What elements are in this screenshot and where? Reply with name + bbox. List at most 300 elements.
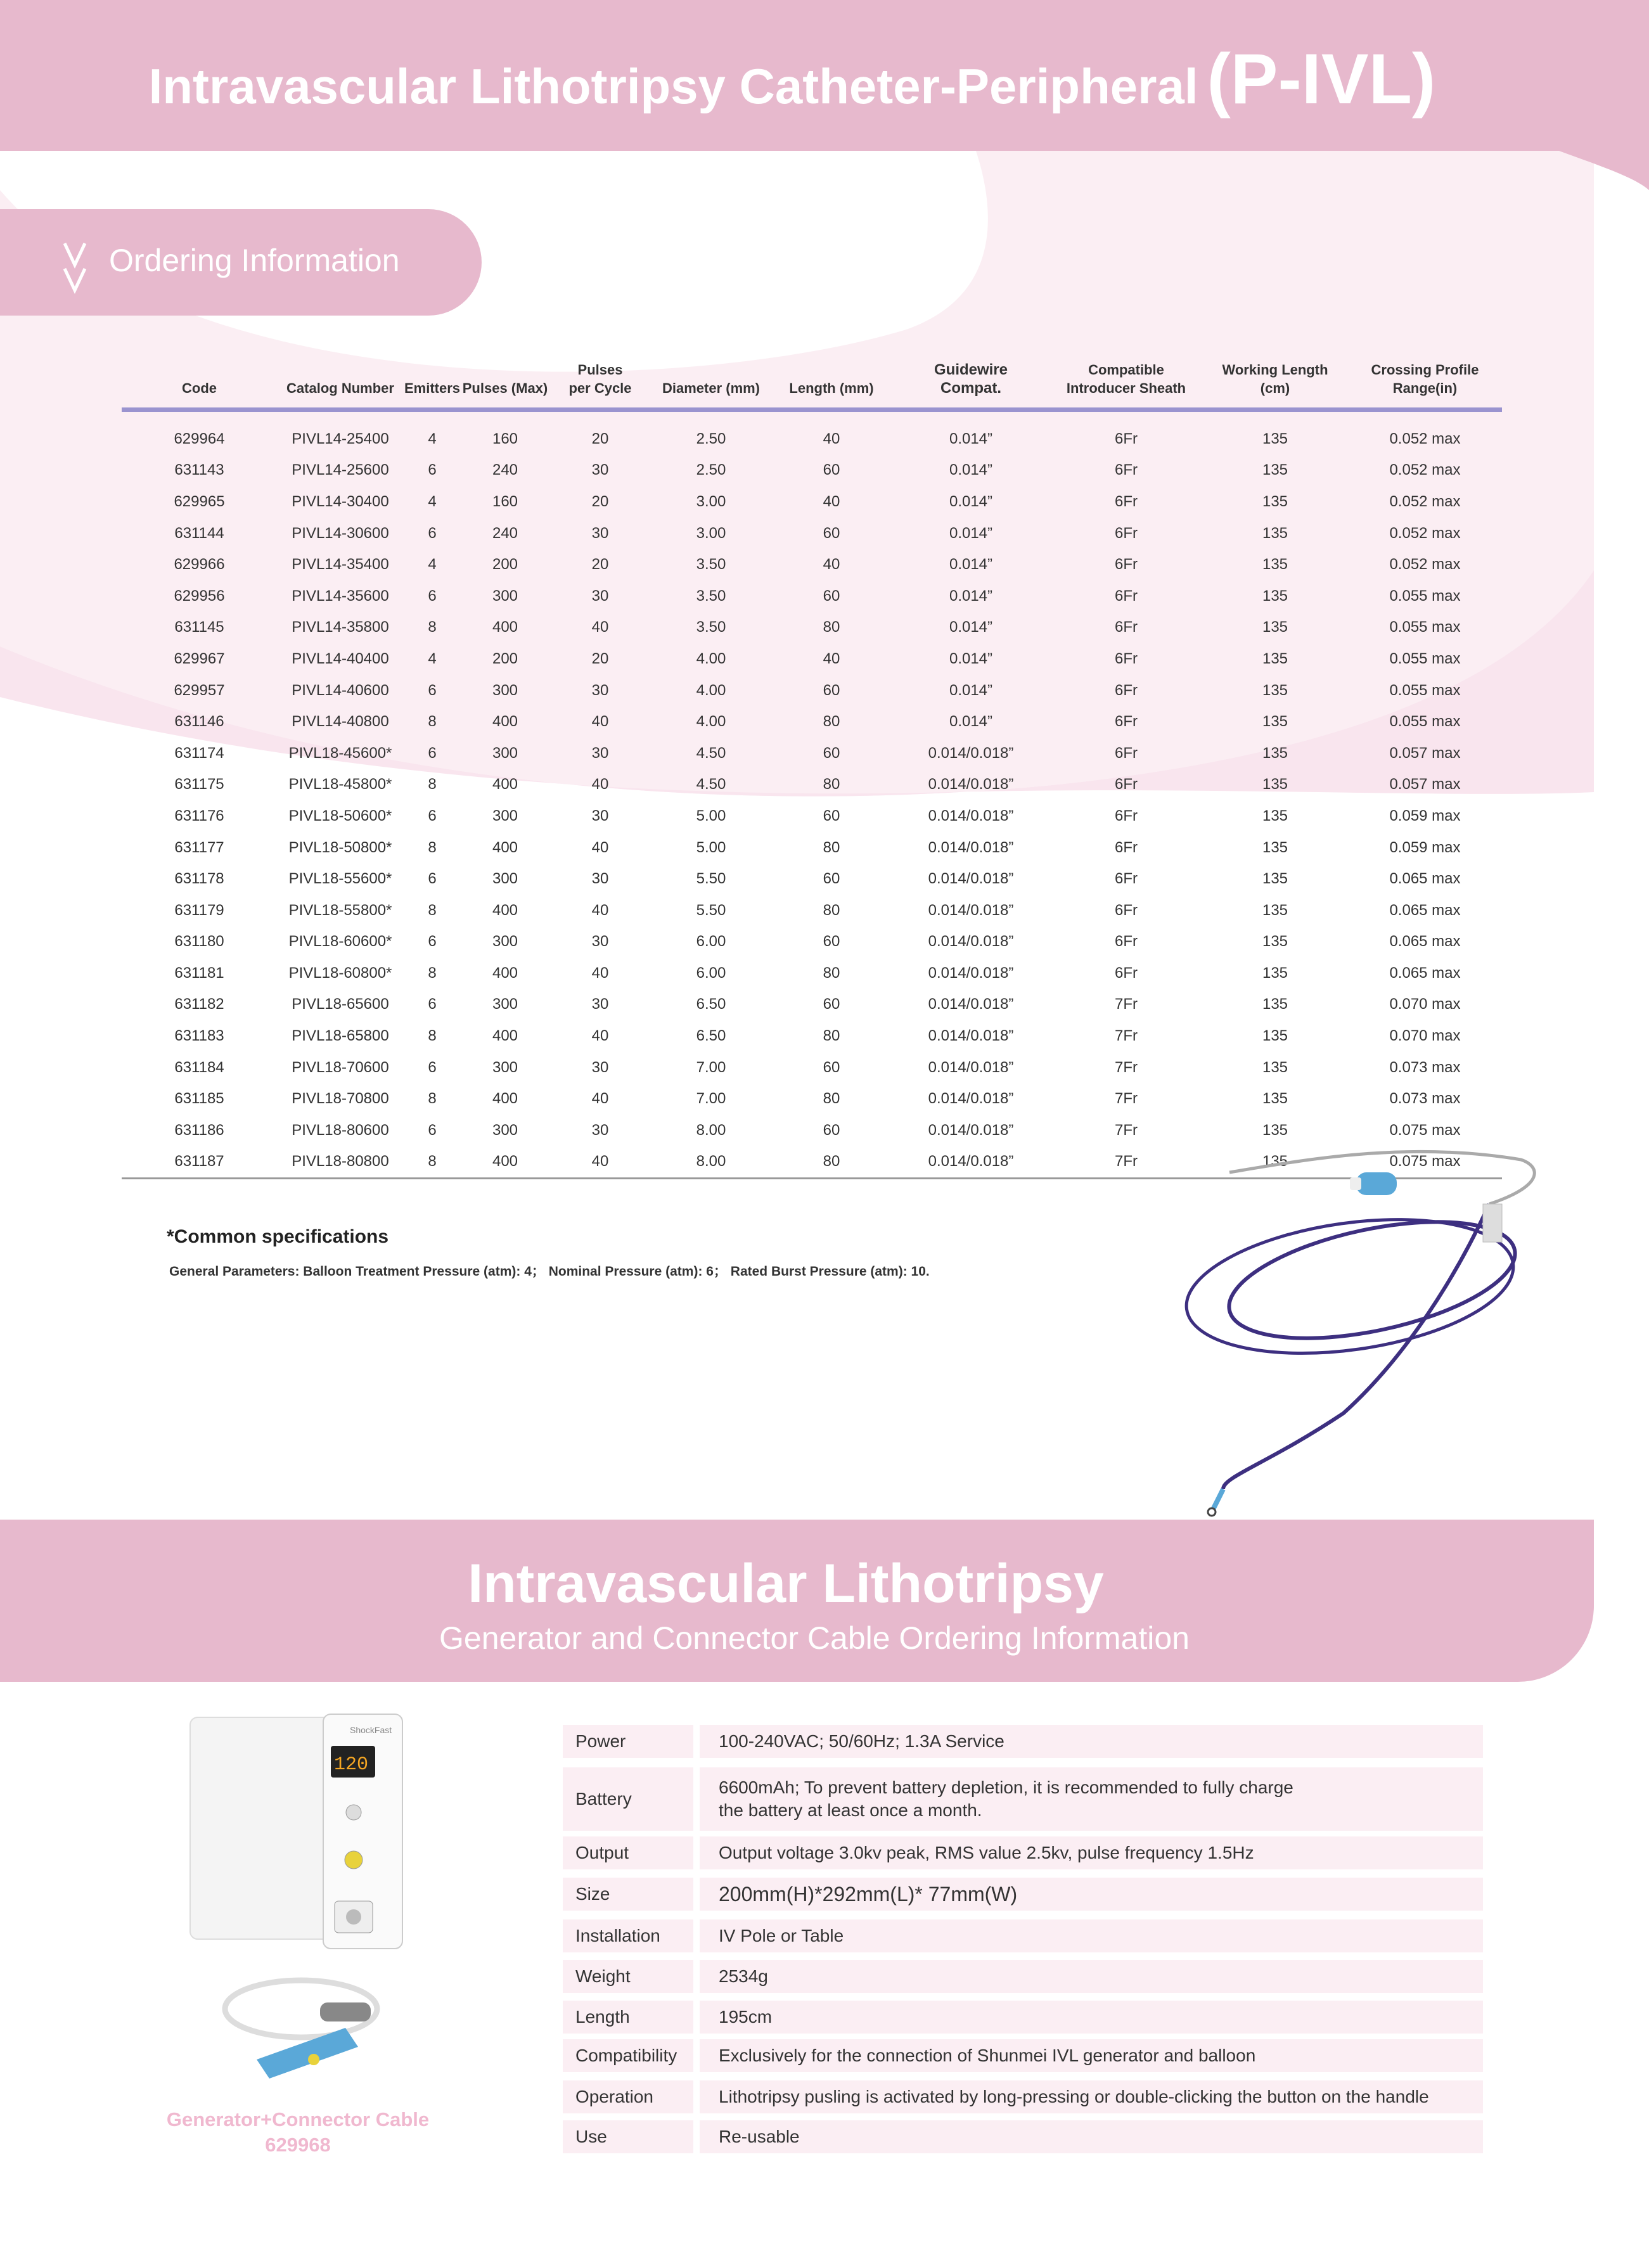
spec-value: Exclusively for the connection of Shunmei IVL generator and balloon bbox=[719, 2046, 1256, 2065]
table-row bbox=[122, 1083, 1502, 1115]
table-cell: 135 bbox=[1262, 744, 1288, 762]
table-cell: 30 bbox=[591, 1121, 609, 1139]
spec-value: 6600mAh; To prevent battery depletion, it is recommended to fully charge the battery at least once a month. bbox=[719, 1778, 1293, 1820]
table-cell: 40 bbox=[591, 1090, 609, 1108]
table-cell: 629964 bbox=[174, 430, 225, 447]
table-cell: 135 bbox=[1262, 556, 1288, 573]
table-cell: 631181 bbox=[174, 964, 224, 982]
spec-label: Operation bbox=[575, 2087, 653, 2106]
table-cell: 6Fr bbox=[1115, 807, 1138, 824]
table-cell: 80 bbox=[823, 1090, 840, 1108]
spec-label-cell bbox=[563, 1767, 693, 1831]
table-row bbox=[122, 769, 1502, 801]
table-cell: 40 bbox=[591, 618, 609, 636]
table-cell: 0.014/0.018” bbox=[928, 996, 1014, 1013]
table-cell: 8 bbox=[428, 901, 437, 919]
table-header-cell: Compatible Introducer Sheath bbox=[1066, 362, 1186, 396]
table-cell: 0.014” bbox=[949, 524, 993, 542]
table-cell: PIVL18-50600* bbox=[288, 807, 392, 824]
table-cell: 4.50 bbox=[696, 776, 726, 793]
table-cell: 400 bbox=[492, 776, 518, 793]
table-cell: 6Fr bbox=[1115, 838, 1138, 856]
table-cell: 7Fr bbox=[1115, 1058, 1138, 1076]
table-cell: 7.00 bbox=[696, 1058, 726, 1076]
table-cell: 135 bbox=[1262, 838, 1288, 856]
table-cell: 300 bbox=[492, 807, 518, 824]
table-cell: PIVL18-80600 bbox=[292, 1121, 389, 1139]
catheter-ordering-table bbox=[122, 345, 1502, 1179]
table-cell: 0.014” bbox=[949, 618, 993, 636]
spec-value-cell bbox=[700, 1878, 1483, 1911]
table-row bbox=[122, 895, 1502, 926]
catheter-image bbox=[1077, 1147, 1597, 1521]
table-cell: 200 bbox=[492, 556, 518, 573]
table-cell: 8 bbox=[428, 713, 437, 731]
table-cell: 80 bbox=[823, 838, 840, 856]
table-cell: 6Fr bbox=[1115, 430, 1138, 447]
table-cell: 631144 bbox=[174, 524, 224, 542]
table-cell: 30 bbox=[591, 1058, 609, 1076]
table-cell: 3.50 bbox=[696, 587, 726, 605]
table-cell: 0.065 max bbox=[1389, 933, 1461, 951]
table-cell: 3.50 bbox=[696, 618, 726, 636]
table-cell: 6 bbox=[428, 461, 437, 479]
table-cell: 629966 bbox=[174, 556, 225, 573]
table-cell: 7Fr bbox=[1115, 1121, 1138, 1139]
table-cell: 631187 bbox=[122, 1146, 277, 1179]
table-cell: 0.055 max bbox=[1389, 681, 1461, 699]
table-cell: PIVL18-45800* bbox=[288, 776, 392, 793]
table-cell: 4.00 bbox=[696, 713, 726, 731]
table-cell: 135 bbox=[1262, 1090, 1288, 1108]
table-cell: 135 bbox=[1262, 933, 1288, 951]
table-cell: 60 bbox=[823, 461, 840, 479]
table-header-cell: Pulses per Cycle bbox=[568, 362, 632, 396]
table-cell: 0.014” bbox=[949, 492, 993, 510]
table-cell: 6 bbox=[428, 524, 437, 542]
spec-row-battery bbox=[563, 1767, 1483, 1831]
table-cell: 5.00 bbox=[696, 838, 726, 856]
table-cell: 6 bbox=[428, 996, 437, 1013]
table-cell: 0.070 max bbox=[1389, 1027, 1461, 1045]
table-cell: 135 bbox=[1262, 996, 1288, 1013]
table-cell: 0.057 max bbox=[1389, 744, 1461, 762]
table-cell: 0.073 max bbox=[1389, 1058, 1461, 1076]
table-cell: 40 bbox=[823, 430, 840, 447]
table-cell: 300 bbox=[492, 996, 518, 1013]
table-row bbox=[122, 958, 1502, 989]
table-cell: 5.50 bbox=[696, 901, 726, 919]
table-cell: 60 bbox=[823, 681, 840, 699]
spec-row-installation bbox=[563, 1919, 1483, 1952]
table-cell: 60 bbox=[823, 996, 840, 1013]
table-cell: 400 bbox=[492, 618, 518, 636]
table-cell: 135 bbox=[1262, 650, 1288, 667]
table-cell: PIVL18-60600* bbox=[288, 933, 392, 951]
table-cell: 5.00 bbox=[696, 807, 726, 824]
table-cell: PIVL18-45600* bbox=[288, 744, 392, 762]
table-cell: 135 bbox=[1262, 901, 1288, 919]
table-cell: 20 bbox=[591, 650, 609, 667]
table-row bbox=[122, 926, 1502, 958]
table-cell: 240 bbox=[492, 461, 518, 479]
table-cell: 400 bbox=[492, 964, 518, 982]
table-cell: PIVL18-55600* bbox=[288, 870, 392, 888]
table-cell: 0.052 max bbox=[1389, 492, 1461, 510]
table-cell: 135 bbox=[1202, 1146, 1348, 1179]
table-cell: 629956 bbox=[174, 587, 225, 605]
table-cell: 60 bbox=[823, 1058, 840, 1076]
spec-label-cell bbox=[563, 1878, 693, 1911]
table-cell: 135 bbox=[1262, 713, 1288, 731]
table-cell: 0.014/0.018” bbox=[928, 1058, 1014, 1076]
table-cell: 6Fr bbox=[1115, 461, 1138, 479]
table-cell: 0.065 max bbox=[1389, 870, 1461, 888]
table-cell: 200 bbox=[492, 650, 518, 667]
table-cell: 0.014/0.018” bbox=[928, 1090, 1014, 1108]
table-header-cell: Pulses (Max) bbox=[462, 380, 548, 396]
spec-label-cell bbox=[563, 1960, 693, 1993]
table-cell: 160 bbox=[492, 492, 518, 510]
spec-value-cell bbox=[700, 1919, 1483, 1952]
table-row bbox=[122, 1020, 1502, 1052]
table-cell: 5.50 bbox=[696, 870, 726, 888]
table-cell: 631182 bbox=[174, 996, 224, 1013]
spec-label-cell bbox=[563, 2001, 693, 2034]
ordering-info-title: Ordering Information bbox=[109, 243, 400, 278]
table-cell: 2.50 bbox=[696, 430, 726, 447]
spec-value-cell bbox=[700, 2120, 1483, 2153]
table-cell: 30 bbox=[591, 870, 609, 888]
spec-value: Lithotripsy pusling is activated by long-pressing or double-clicking the button on the handle bbox=[719, 2087, 1429, 2106]
table-cell: 8 bbox=[404, 1146, 461, 1179]
table-cell: 0.055 max bbox=[1389, 650, 1461, 667]
table-cell: 6 bbox=[428, 933, 437, 951]
table-cell: 6Fr bbox=[1115, 650, 1138, 667]
table-cell: 60 bbox=[823, 524, 840, 542]
table-cell: 631179 bbox=[174, 901, 224, 919]
spec-row-length bbox=[563, 2001, 1483, 2034]
table-cell: 80 bbox=[823, 618, 840, 636]
table-cell: 6Fr bbox=[1115, 870, 1138, 888]
table-cell: 0.075 max bbox=[1348, 1146, 1502, 1179]
table-cell: 80 bbox=[823, 964, 840, 982]
table-cell: 0.055 max bbox=[1389, 587, 1461, 605]
table-header-cell: Emitters bbox=[404, 380, 461, 396]
table-cell: 40 bbox=[591, 838, 609, 856]
table-cell: 631174 bbox=[174, 744, 224, 762]
table-cell: 0.075 max bbox=[1389, 1121, 1461, 1139]
spec-label-cell bbox=[563, 1836, 693, 1869]
spec-label: Length bbox=[575, 2007, 630, 2027]
table-cell: 0.065 max bbox=[1389, 964, 1461, 982]
table-row bbox=[122, 738, 1502, 769]
table-row bbox=[122, 580, 1502, 612]
table-cell: 400 bbox=[492, 1027, 518, 1045]
spec-value-cell bbox=[700, 2001, 1483, 2034]
table-cell: PIVL14-30400 bbox=[292, 492, 389, 510]
table-cell: 8 bbox=[428, 776, 437, 793]
table-cell: 6.50 bbox=[696, 1027, 726, 1045]
common-specs-title: *Common specifications bbox=[167, 1226, 389, 1247]
table-cell: 60 bbox=[823, 744, 840, 762]
table-header-cell: Guidewire Compat. bbox=[934, 361, 1008, 397]
table-cell: 0.070 max bbox=[1389, 996, 1461, 1013]
page-title-main: Intravascular Lithotripsy Catheter-Peripheral bbox=[148, 58, 1198, 114]
spec-value: 2534g bbox=[719, 1966, 768, 1986]
table-cell: 7.00 bbox=[696, 1090, 726, 1108]
table-cell: 4 bbox=[428, 556, 437, 573]
page-title-tag: (P-IVL) bbox=[1207, 39, 1436, 119]
spec-label-cell bbox=[563, 1919, 693, 1952]
table-cell: 40 bbox=[823, 556, 840, 573]
table-cell: 631183 bbox=[174, 1027, 224, 1045]
table-cell: 135 bbox=[1262, 681, 1288, 699]
table-cell: 30 bbox=[591, 996, 609, 1013]
table-cell: 30 bbox=[591, 933, 609, 951]
table-cell: PIVL18-70800 bbox=[292, 1090, 389, 1108]
spec-value: 100-240VAC; 50/60Hz; 1.3A Service bbox=[719, 1731, 1004, 1751]
spec-label-cell bbox=[563, 2120, 693, 2153]
table-cell: 0.014” bbox=[949, 713, 993, 731]
table-cell: 40 bbox=[823, 492, 840, 510]
table-cell: 60 bbox=[823, 807, 840, 824]
generator-screen-value: 120 bbox=[334, 1754, 369, 1776]
spec-label: Output bbox=[575, 1843, 629, 1862]
table-cell: 631176 bbox=[174, 807, 224, 824]
table-cell: 8 bbox=[428, 1027, 437, 1045]
spec-label: Use bbox=[575, 2127, 607, 2146]
table-cell: 6 bbox=[428, 587, 437, 605]
table-cell: 300 bbox=[492, 933, 518, 951]
table-cell: 0.059 max bbox=[1389, 838, 1461, 856]
table-cell: 135 bbox=[1262, 1058, 1288, 1076]
table-cell: 40 bbox=[591, 776, 609, 793]
spec-value-cell bbox=[700, 2039, 1483, 2072]
table-cell: 6Fr bbox=[1115, 492, 1138, 510]
table-cell: 0.014/0.018” bbox=[928, 1027, 1014, 1045]
table-cell: 0.052 max bbox=[1389, 524, 1461, 542]
table-cell: PIVL18-65600 bbox=[292, 996, 389, 1013]
table-cell: PIVL14-40400 bbox=[292, 650, 389, 667]
table-row bbox=[122, 1052, 1502, 1084]
table-cell: 30 bbox=[591, 681, 609, 699]
spec-row-compatibility bbox=[563, 2039, 1483, 2072]
table-cell: 300 bbox=[492, 1058, 518, 1076]
table-cell: 80 bbox=[771, 1146, 892, 1179]
table-cell: 135 bbox=[1262, 587, 1288, 605]
table-cell: 6 bbox=[428, 744, 437, 762]
table-cell: 20 bbox=[591, 492, 609, 510]
table-cell: 8 bbox=[428, 964, 437, 982]
table-cell: 629957 bbox=[174, 681, 225, 699]
spec-row-use bbox=[563, 2120, 1483, 2153]
table-cell: PIVL14-35600 bbox=[292, 587, 389, 605]
spec-value-cell bbox=[700, 1725, 1483, 1758]
common-specs-text: General Parameters: Balloon Treatment Pressure (atm): 4； Nominal Pressure (atm): 6； Rated Burst Pressure (atm): 10. bbox=[169, 1264, 930, 1279]
table-cell: 7Fr bbox=[1050, 1146, 1202, 1179]
generator-brand-label: ShockFast bbox=[350, 1725, 392, 1735]
table-cell: 4 bbox=[428, 650, 437, 667]
table-cell: 8 bbox=[428, 618, 437, 636]
table-cell: 135 bbox=[1262, 524, 1288, 542]
table-cell: 631177 bbox=[174, 838, 224, 856]
table-cell: 0.059 max bbox=[1389, 807, 1461, 824]
table-cell: 400 bbox=[492, 713, 518, 731]
table-cell: 30 bbox=[591, 524, 609, 542]
table-cell: 631146 bbox=[174, 713, 224, 731]
table-cell: 80 bbox=[823, 713, 840, 731]
table-cell: 0.014” bbox=[949, 650, 993, 667]
spec-label: Battery bbox=[575, 1789, 632, 1809]
table-cell: 20 bbox=[591, 556, 609, 573]
spec-value-cell bbox=[700, 2080, 1483, 2113]
table-cell: 300 bbox=[492, 587, 518, 605]
table-header-cell: Working Length (cm) bbox=[1222, 362, 1328, 396]
table-header-cell: Catalog Number bbox=[286, 380, 394, 396]
table-cell: PIVL14-40600 bbox=[292, 681, 389, 699]
generator-caption-name: Generator+Connector Cable bbox=[166, 2108, 430, 2130]
table-cell: PIVL14-40800 bbox=[292, 713, 389, 731]
table-cell: 135 bbox=[1262, 807, 1288, 824]
table-row bbox=[122, 612, 1502, 644]
table-cell: 0.014” bbox=[949, 681, 993, 699]
table-cell: 0.014/0.018” bbox=[892, 1146, 1050, 1179]
table-row bbox=[122, 832, 1502, 864]
table-cell: 0.073 max bbox=[1389, 1090, 1461, 1108]
table-cell: 6Fr bbox=[1115, 618, 1138, 636]
table-row bbox=[122, 1115, 1502, 1146]
table-row bbox=[122, 706, 1502, 738]
table-cell: 6Fr bbox=[1115, 587, 1138, 605]
table-cell: 631180 bbox=[174, 933, 224, 951]
table-cell: PIVL14-30600 bbox=[292, 524, 389, 542]
table-cell: 631186 bbox=[174, 1121, 224, 1139]
table-cell: 400 bbox=[461, 1146, 549, 1179]
table-cell: 8.00 bbox=[651, 1146, 771, 1179]
spec-row-power bbox=[563, 1725, 1483, 1758]
table-cell: 629965 bbox=[174, 492, 225, 510]
table-cell: 6 bbox=[428, 681, 437, 699]
spec-value: Output voltage 3.0kv peak, RMS value 2.5kv, pulse frequency 1.5Hz bbox=[719, 1843, 1254, 1862]
table-cell: PIVL18-60800* bbox=[288, 964, 392, 982]
spec-label: Power bbox=[575, 1731, 626, 1751]
table-cell: 631175 bbox=[174, 776, 224, 793]
table-cell: 4.50 bbox=[696, 744, 726, 762]
generator-caption bbox=[127, 2107, 469, 2158]
table-cell: 6Fr bbox=[1115, 524, 1138, 542]
table-cell: PIVL18-65800 bbox=[292, 1027, 389, 1045]
table-cell: 0.014/0.018” bbox=[928, 744, 1014, 762]
table-cell: 631185 bbox=[174, 1090, 224, 1108]
table-cell: 20 bbox=[591, 430, 609, 447]
table-cell: 80 bbox=[823, 1027, 840, 1045]
table-row bbox=[122, 800, 1502, 832]
generator-title: Intravascular Lithotripsy bbox=[468, 1553, 1104, 1614]
table-cell: 30 bbox=[591, 744, 609, 762]
table-cell: 4 bbox=[428, 430, 437, 447]
table-cell: 135 bbox=[1262, 492, 1288, 510]
spec-row-size bbox=[563, 1878, 1483, 1911]
table-cell: 7Fr bbox=[1115, 996, 1138, 1013]
table-cell: 6 bbox=[428, 1058, 437, 1076]
table-cell: 0.052 max bbox=[1389, 556, 1461, 573]
table-cell: 0.055 max bbox=[1389, 618, 1461, 636]
table-cell: 30 bbox=[591, 807, 609, 824]
table-cell: 6Fr bbox=[1115, 933, 1138, 951]
table-row bbox=[122, 643, 1502, 675]
table-cell: 6.00 bbox=[696, 933, 726, 951]
table-cell: 40 bbox=[591, 1027, 609, 1045]
spec-label-cell bbox=[563, 2080, 693, 2113]
table-header-cell: Diameter (mm) bbox=[662, 380, 760, 396]
generator-caption-code: 629968 bbox=[265, 2134, 331, 2156]
table-cell: 3.50 bbox=[696, 556, 726, 573]
table-cell: 0.052 max bbox=[1389, 430, 1461, 447]
table-cell: 6 bbox=[428, 1121, 437, 1139]
table-cell: 135 bbox=[1262, 1121, 1288, 1139]
table-cell: 631143 bbox=[174, 461, 224, 479]
table-cell: 0.055 max bbox=[1389, 713, 1461, 731]
generator-subtitle: Generator and Connector Cable Ordering Information bbox=[439, 1620, 1190, 1656]
table-cell: 135 bbox=[1262, 430, 1288, 447]
table-cell: 400 bbox=[492, 838, 518, 856]
table-cell: 6Fr bbox=[1115, 964, 1138, 982]
spec-value: Re-usable bbox=[719, 2127, 800, 2146]
table-cell: 160 bbox=[492, 430, 518, 447]
table-cell: 135 bbox=[1262, 776, 1288, 793]
table-cell: 631184 bbox=[174, 1058, 224, 1076]
table-cell: 135 bbox=[1262, 461, 1288, 479]
table-cell: 629967 bbox=[174, 650, 225, 667]
table-cell: 300 bbox=[492, 744, 518, 762]
table-cell: 6 bbox=[428, 870, 437, 888]
table-row bbox=[122, 863, 1502, 895]
table-cell: 6Fr bbox=[1115, 681, 1138, 699]
spec-value-cell bbox=[700, 1960, 1483, 1993]
table-cell: 0.014/0.018” bbox=[928, 870, 1014, 888]
table-cell: 60 bbox=[823, 933, 840, 951]
connector-cable-image bbox=[219, 1964, 396, 2085]
table-cell: 0.014/0.018” bbox=[928, 776, 1014, 793]
header-corner-flare bbox=[1559, 139, 1649, 190]
table-cell: 6Fr bbox=[1115, 556, 1138, 573]
table-cell: 6Fr bbox=[1115, 744, 1138, 762]
spec-label: Weight bbox=[575, 1966, 631, 1986]
table-cell: 40 bbox=[591, 713, 609, 731]
table-cell: 30 bbox=[591, 461, 609, 479]
table-cell: 60 bbox=[823, 1121, 840, 1139]
table-cell: 0.014” bbox=[949, 587, 993, 605]
table-cell: 7Fr bbox=[1115, 1090, 1138, 1108]
spec-value: 200mm(H)*292mm(L)* 77mm(W) bbox=[719, 1883, 1018, 1906]
table-cell: 0.014/0.018” bbox=[928, 933, 1014, 951]
table-cell: 8 bbox=[428, 1090, 437, 1108]
table-cell: 0.014/0.018” bbox=[928, 838, 1014, 856]
double-chevron-down-icon bbox=[62, 240, 87, 297]
table-cell: 135 bbox=[1262, 618, 1288, 636]
table-header-cell: Code bbox=[182, 380, 217, 396]
spec-row-operation bbox=[563, 2080, 1483, 2113]
table-row bbox=[122, 455, 1502, 487]
table-cell: 40 bbox=[823, 650, 840, 667]
table-cell: 0.014/0.018” bbox=[928, 964, 1014, 982]
spec-label: Size bbox=[575, 1884, 610, 1904]
table-cell: 0.057 max bbox=[1389, 776, 1461, 793]
table-cell: 135 bbox=[1262, 1027, 1288, 1045]
table-cell: 3.00 bbox=[696, 524, 726, 542]
table-cell: 30 bbox=[591, 587, 609, 605]
